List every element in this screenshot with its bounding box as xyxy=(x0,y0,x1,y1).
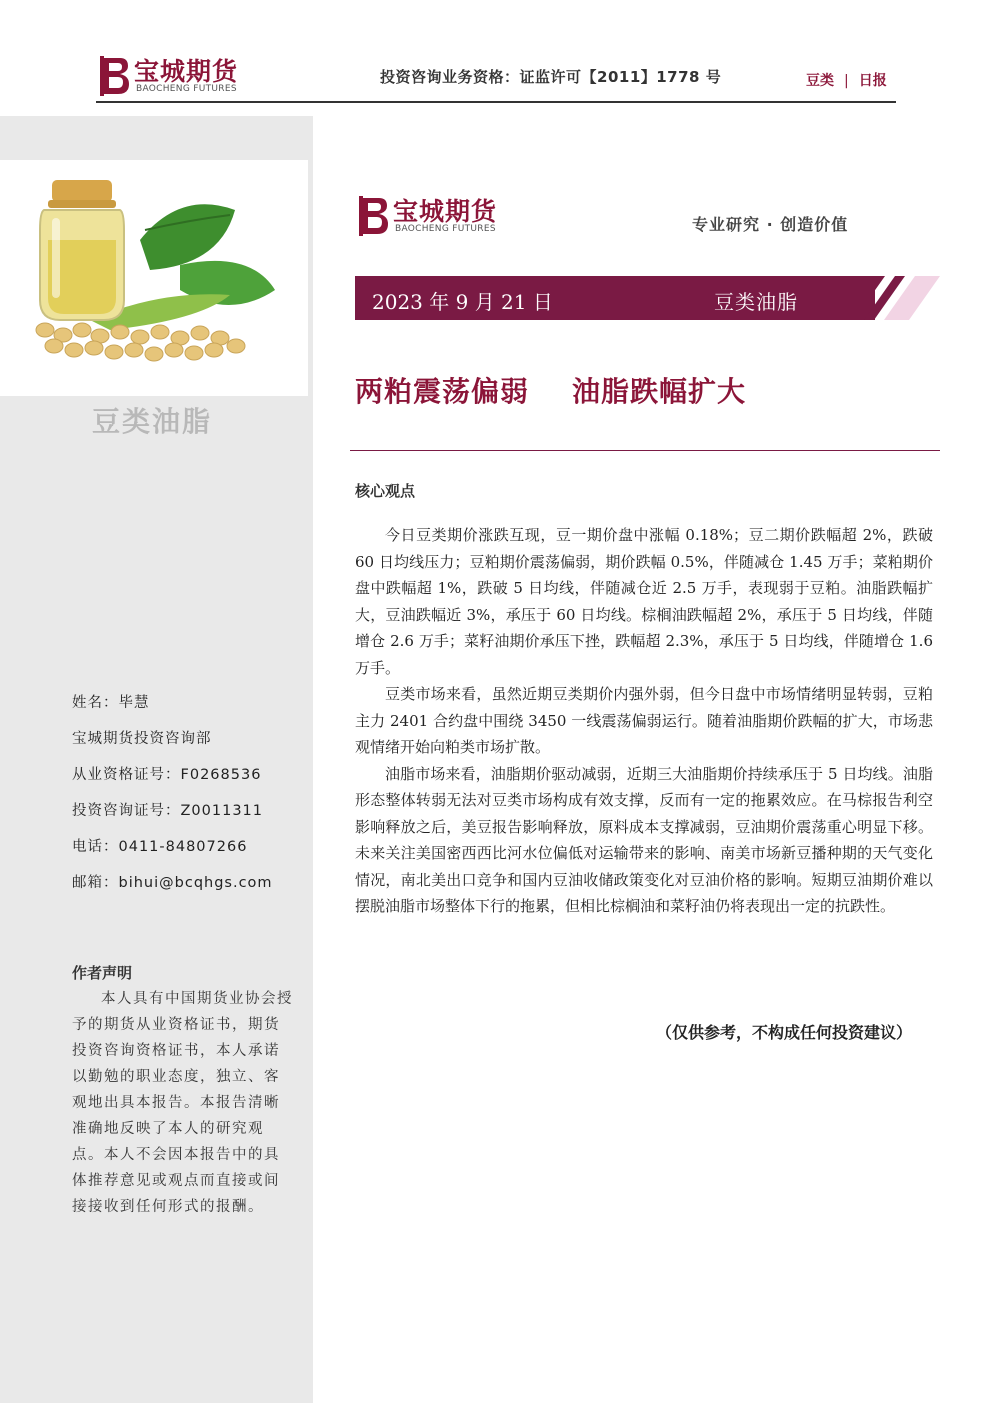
header-logo xyxy=(96,52,256,100)
logo-chinese-name: 宝城期货 xyxy=(393,197,498,226)
brand-logo-icon xyxy=(355,192,391,238)
paragraph: 油脂市场来看，油脂期价驱动减弱，近期三大油脂期价持续承压于 5 日均线。油脂形态整体转弱无法对豆类市场构成有效支撑，反而有一定的拖累效应。在马棕报告利空影响释放之后，美豆报告影响释放，原料成本支撑减弱，豆油期价震荡重心明显下移。未来关注美国密西西比河水位偏低对运输带来的影响、南美市场新豆播种期的天气变化情况，南北美出口竞争和国内豆油收储政策变化对豆油价格的影响。短期豆油期价难以摆脱油脂市场整体下行的拖累，但相比棕榈油和菜籽油仍将表现出一定的抗跌性。 xyxy=(355,764,933,915)
consulting-number: 投资咨询证号：Z0011311 xyxy=(72,803,264,819)
paragraph: 豆类市场来看，虽然近期豆类期价内强外弱，但今日盘中市场情绪明显转弱，豆粕主力 2401 合约盘中围绕 3450 一线震荡偏弱运行。随着油脂期价跌幅的扩大，市场悲观情绪开始向粕类市场扩散。 xyxy=(355,685,933,756)
slogan: 专业研究 · 创造价值 xyxy=(692,215,849,234)
email: 邮箱：bihui@bcqhgs.com xyxy=(72,875,273,891)
sidebar-category: 豆类油脂 xyxy=(92,405,213,438)
core-heading: 核心观点 xyxy=(355,482,416,500)
tag-category: 豆类 xyxy=(806,73,834,89)
brand-logo-icon xyxy=(96,52,132,98)
logo-chinese-name: 宝城期货 xyxy=(134,57,239,86)
declaration-title: 作者声明 xyxy=(72,964,133,982)
report-tags xyxy=(806,70,887,90)
logo-english-name: BAOCHENG FUTURES xyxy=(136,84,237,94)
logo-english-name: BAOCHENG FUTURES xyxy=(395,224,496,234)
author-department: 宝城期货投资咨询部 xyxy=(72,731,212,747)
report-date: 2023 年 9 月 21 日 xyxy=(372,290,553,314)
tag-type: 日报 xyxy=(858,73,887,89)
banner-stripes xyxy=(840,276,940,320)
paragraph: 今日豆类期价涨跌互现，豆一期价盘中涨幅 0.18%；豆二期价跌幅超 2%，跌破 60 日均线压力；豆粕期价震荡偏弱，期价跌幅 0.5%，伴随减仓 1.45 万手；菜粕期价盘中跌幅超 1%，跌破 5 日均线，伴随减仓近 2.5 万手，表现弱于豆粕。油脂跌幅扩大，豆油跌幅近 3%，承压于 60 日均线。棕榈油跌幅超 2%，承压于 5 日均线，伴随增仓 2.6 万手；菜籽油期价承压下挫，跌幅超 2.3%，承压于 5 日均线，伴随增仓 1.6 万手。 xyxy=(355,526,933,677)
report-title: 两粕震荡偏弱 油脂跌幅扩大 xyxy=(355,375,746,408)
tag-separator: | xyxy=(844,73,849,89)
qualification-number: 从业资格证号：F0268536 xyxy=(72,767,262,783)
soybean-oil-image xyxy=(30,170,280,370)
phone: 电话：0411-84807266 xyxy=(72,839,248,855)
report-category: 豆类油脂 xyxy=(714,290,798,314)
license-text: 投资咨询业务资格：证监许可【2011】1778 号 xyxy=(380,68,722,86)
disclaimer: （仅供参考，不构成任何投资建议） xyxy=(656,1023,913,1042)
declaration-body: 本人具有中国期货业协会授予的期货从业资格证书，期货投资咨询资格证书，本人承诺以勤勉的职业态度，独立、客观地出具本报告。本报告清晰准确地反映了本人的研究观点。本人不会因本报告中的具体推荐意见或观点而直接或间接接收到任何形式的报酬。 xyxy=(72,991,293,1215)
header-divider xyxy=(96,101,896,103)
report-body xyxy=(355,522,933,920)
title-divider xyxy=(350,450,940,451)
main-logo xyxy=(355,192,520,240)
author-name: 姓名：毕慧 xyxy=(72,695,150,711)
